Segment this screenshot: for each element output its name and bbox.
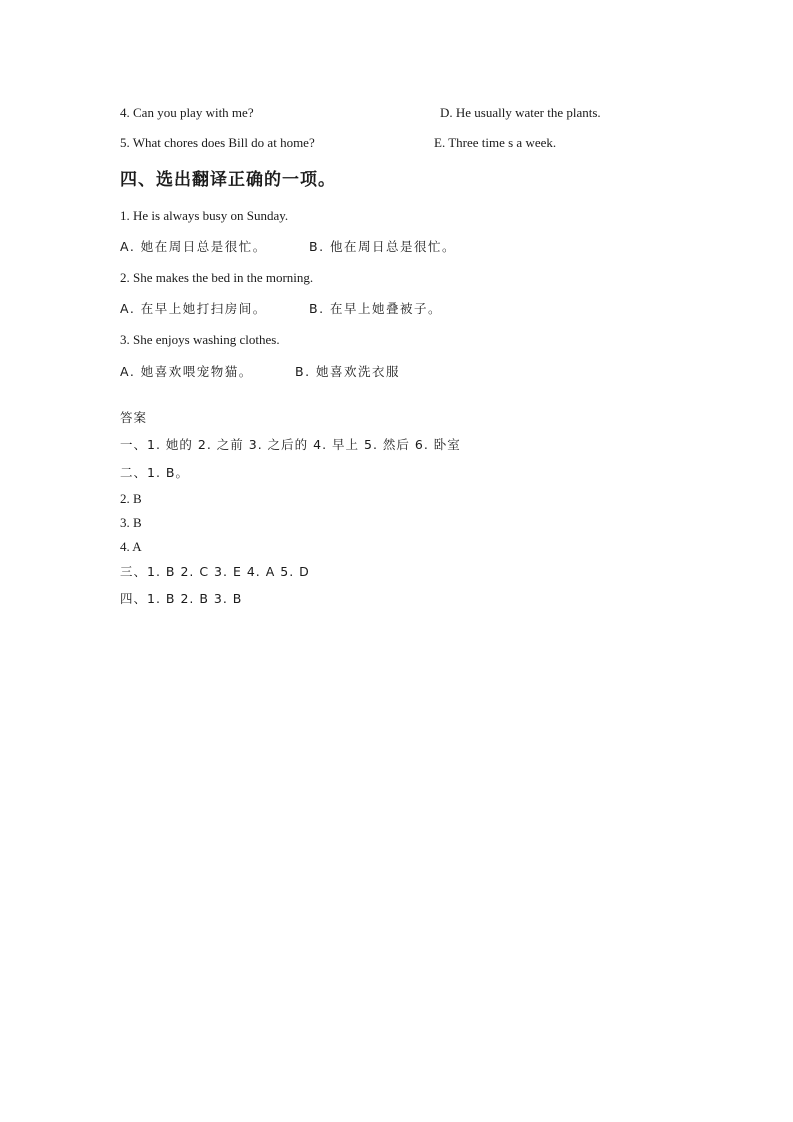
translation-question-1: 1. He is always busy on Sunday. bbox=[120, 208, 289, 223]
answer-line-7: 四、1. B 2. B 3. B bbox=[120, 591, 243, 606]
answer-line-4: 3. B bbox=[120, 515, 142, 530]
translation-option-1a: A. 她在周日总是很忙。 bbox=[120, 239, 267, 254]
matching-question-5: 5. What chores does Bill do at home? bbox=[120, 135, 315, 150]
translation-option-3b: B. 她喜欢洗衣服 bbox=[295, 364, 401, 379]
matching-question-4: 4. Can you play with me? bbox=[120, 105, 254, 120]
answer-line-5: 4. A bbox=[120, 539, 142, 554]
section-4-heading: 四、选出翻译正确的一项。 bbox=[120, 170, 336, 190]
answers-title: 答案 bbox=[120, 410, 148, 425]
matching-answer-d: D. He usually water the plants. bbox=[440, 105, 601, 120]
translation-question-2: 2. She makes the bed in the morning. bbox=[120, 270, 314, 285]
matching-answer-e: E. Three time s a week. bbox=[434, 135, 557, 150]
answer-line-1: 一、1. 她的 2. 之前 3. 之后的 4. 早上 5. 然后 6. 卧室 bbox=[120, 437, 461, 452]
answer-line-3: 2. B bbox=[120, 491, 142, 506]
translation-option-2b: B. 在早上她叠被子。 bbox=[309, 301, 443, 316]
translation-option-2a: A. 在早上她打扫房间。 bbox=[120, 301, 267, 316]
answer-line-2: 二、1. B。 bbox=[120, 465, 189, 480]
answer-line-6: 三、1. B 2. C 3. E 4. A 5. D bbox=[120, 564, 310, 579]
translation-question-3: 3. She enjoys washing clothes. bbox=[120, 332, 280, 347]
translation-option-3a: A. 她喜欢喂宠物猫。 bbox=[120, 364, 253, 379]
translation-option-1b: B. 他在周日总是很忙。 bbox=[309, 239, 457, 254]
